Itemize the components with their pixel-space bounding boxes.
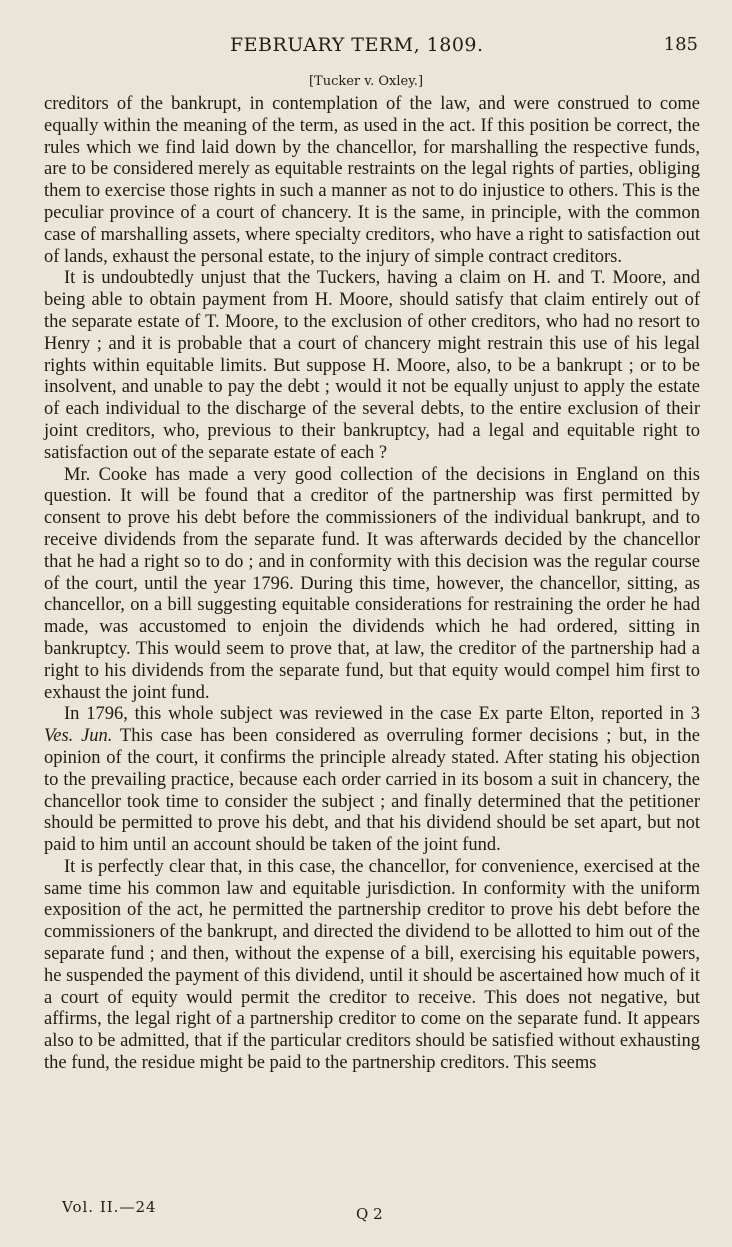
volume-mark: Vol. II.—24 xyxy=(62,1198,157,1216)
paragraph-5: It is perfectly clear that, in this case, the chancellor, for convenience, exercised at the same time his common law and equitable jurisdiction. In conformity with the uniform exposition of the act, he permitted the partnership creditor to prove his debt before the commissioners of the bankrupt, and directed the dividend to be allotted to him out of the separate fund ; and then, without the expense of a bill, exercising his equitable powers, he suspended the payment of this dividend, until it should be ascertained how much of it a court of equity would permit the creditor to receive. This does not negative, but affirms, the legal right of a partnership creditor to come on the separate fund. It appears also to be admitted, that if the particular creditors should be satisfied without exhausting the fund, the residue might be paid to the partnership creditors. This seems xyxy=(44,856,700,1074)
paragraph-4-text-after: This case has been considered as overruling former decisions ; but, in the opinion of the court, it confirms the principle already stated. After stating his objection to the prevailing practice, because each order carried in its bosom a suit in chancery, the chancellor took time to consider the subject ; and finally determined that the petitioner should be permitted to prove his debt, and that his dividend should be set apart, but not paid to him until an account should be taken of the joint fund. xyxy=(44,726,700,856)
page-number: 185 xyxy=(663,34,698,55)
signature-mark: Q 2 xyxy=(356,1205,383,1223)
body-text xyxy=(44,94,700,1075)
case-reference: [Tucker v. Oxley.] xyxy=(308,74,424,89)
paragraph-1: creditors of the bankrupt, in contemplation of the law, and were construed to come equally within the meaning of the term, as used in the act. If this position be correct, the rules which we find laid down by the chancellor, for marshalling the respective funds, are to be considered merely as equitable restraints on the legal rights of parties, obliging them to exercise those rights in such a manner as not to do injustice to others. This is the peculiar province of a court of chancery. It is the same, in principle, with the common case of marshalling assets, where specialty creditors, who have a right to satisfaction out of lands, exhaust the personal estate, to the injury of simple contract creditors. xyxy=(44,94,700,267)
running-head: FEBRUARY TERM, 1809. xyxy=(230,34,484,56)
paragraph-4 xyxy=(44,704,700,857)
page-header xyxy=(230,34,698,58)
citation-ves-jun: Ves. Jun. xyxy=(44,726,113,747)
paragraph-3: Mr. Cooke has made a very good collection of the decisions in England on this question. It will be found that a creditor of the partnership was first permitted by consent to prove his debt before the commissioners of the individual bankrupt, and to receive dividends from the separate fund. It was afterwards decided by the chancellor that he had a right so to do ; and in conformity with this decision was the regular course of the court, until the year 1796. During this time, however, the chancellor, sitting, as chancellor, on a bill suggesting equitable considerations for restraining the order he had made, was accustomed to enjoin the dividends which he had ordered, sitting in bankruptcy. This would seem to prove that, at law, the creditor of the partnership had a right to his dividends from the separate fund, but that equity would compel him first to exhaust the joint fund. xyxy=(44,464,700,703)
paragraph-4-text-before: In 1796, this whole subject was reviewed in the case Ex parte Elton, reported in 3 xyxy=(64,704,700,725)
paragraph-2: It is undoubtedly unjust that the Tuckers, having a claim on H. and T. Moore, and being able to obtain payment from H. Moore, should satisfy that claim entirely out of the separate estate of T. Moore, to the exclusion of other creditors, who had no resort to Henry ; and it is probable that a court of chancery might restrain this use of his legal rights within equitable limits. But suppose H. Moore, also, to be a bankrupt ; or to be insolvent, and unable to pay the debt ; would it not be equally unjust to apply the estate of each individual to the discharge of the several debts, to the entire exclusion of their joint creditors, who, previous to their bankruptcy, had a legal and equitable right to satisfaction out of the separate estate of each ? xyxy=(44,268,700,463)
